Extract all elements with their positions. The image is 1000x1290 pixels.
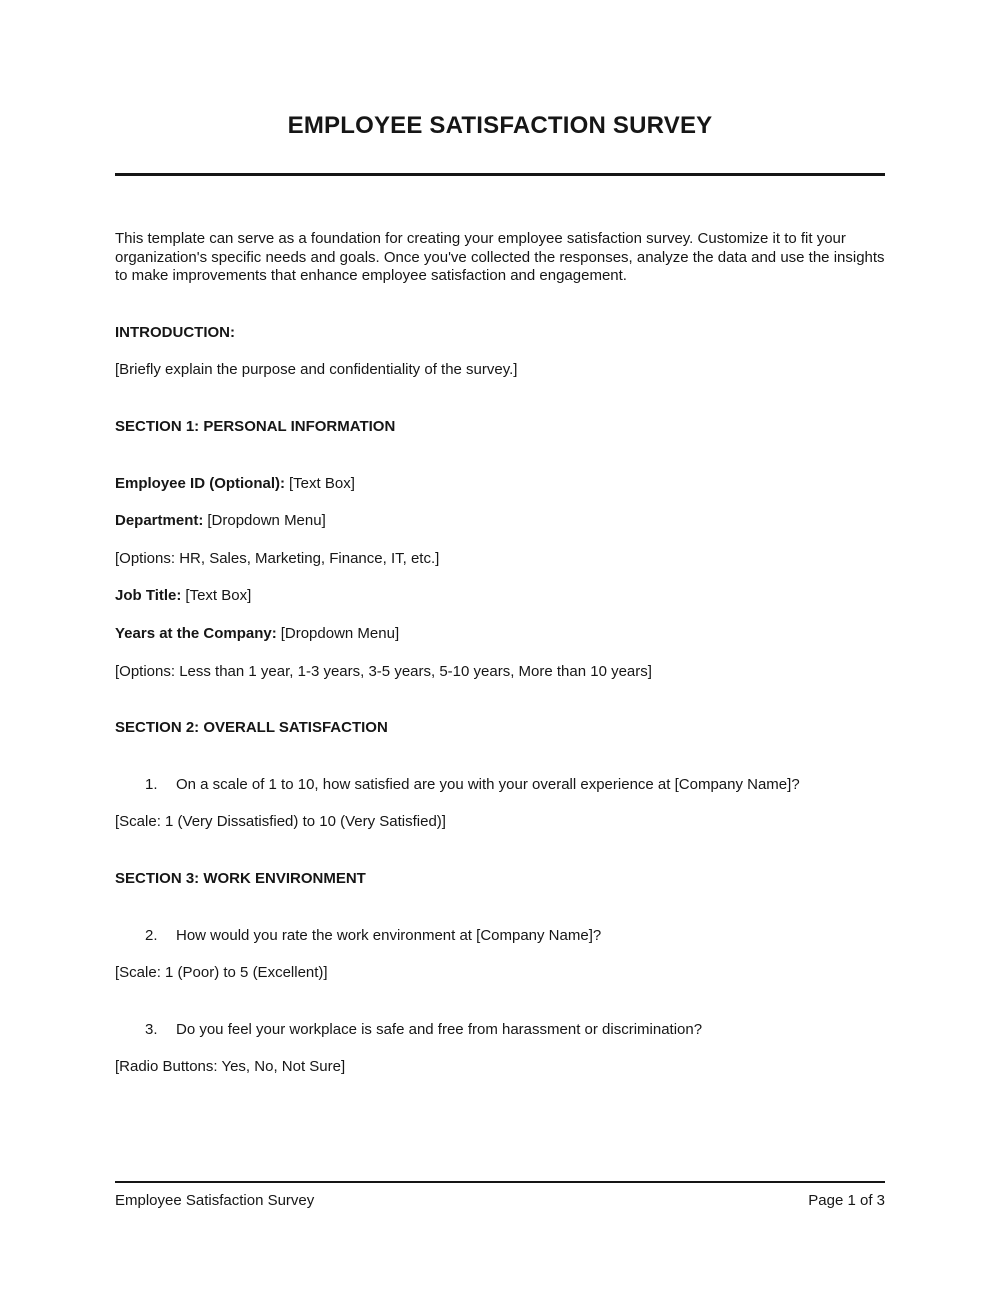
field-employee-id-label: Employee ID (Optional): <box>115 474 286 492</box>
question-2-text: How would you rate the work environment at [Company Name]? <box>176 926 602 944</box>
question-2-number: 2. <box>145 926 158 944</box>
section-2-heading: SECTION 2: OVERALL SATISFACTION <box>115 719 388 737</box>
question-1-number: 1. <box>145 775 158 793</box>
question-1-text: On a scale of 1 to 10, how satisfied are you with your overall experience at [Company Name]? <box>176 775 800 793</box>
introduction-placeholder: [Briefly explain the purpose and confidentiality of the survey.] <box>115 361 518 379</box>
footer-document-title: Employee Satisfaction Survey <box>115 1192 315 1209</box>
section-1-heading: SECTION 1: PERSONAL INFORMATION <box>115 417 396 435</box>
question-3-text: Do you feel your workplace is safe and free from harassment or discrimination? <box>176 1020 703 1038</box>
years-options-note: [Options: Less than 1 year, 1-3 years, 3-5 years, 5-10 years, More than 10 years] <box>115 662 652 680</box>
question-2 <box>115 908 885 946</box>
field-job-title <box>115 587 885 606</box>
introduction-heading: INTRODUCTION: <box>115 323 235 341</box>
field-department <box>115 512 885 531</box>
footer-page-number: Page 1 of 3 <box>808 1192 885 1209</box>
department-options-note: [Options: HR, Sales, Marketing, Finance, IT, etc.] <box>115 549 440 567</box>
field-department-value: [Dropdown Menu] <box>207 512 326 530</box>
title-divider-rule <box>115 173 885 176</box>
question-1 <box>115 757 885 795</box>
field-employee-id <box>115 456 885 494</box>
section-3-heading: SECTION 3: WORK ENVIRONMENT <box>115 869 366 887</box>
question-1-scale-note: [Scale: 1 (Very Dissatisfied) to 10 (Very Satisfied)] <box>115 813 446 831</box>
question-3-number: 3. <box>145 1020 158 1038</box>
question-2-scale-note: [Scale: 1 (Poor) to 5 (Excellent)] <box>115 964 328 982</box>
field-employee-id-value: [Text Box] <box>289 474 355 492</box>
field-job-title-label: Job Title: <box>115 587 182 605</box>
page-footer <box>115 1181 885 1211</box>
document-content <box>0 112 1000 1077</box>
field-years-at-company <box>115 625 885 644</box>
field-years-label: Years at the Company: <box>115 624 277 642</box>
field-years-value: [Dropdown Menu] <box>280 624 400 642</box>
field-department-label: Department: <box>115 512 204 530</box>
field-job-title-value: [Text Box] <box>185 587 252 605</box>
question-3 <box>115 1002 885 1040</box>
page-title: EMPLOYEE SATISFACTION SURVEY <box>287 112 713 139</box>
intro-paragraph: This template can serve as a foundation for creating your employee satisfaction survey. Customize it to fit your organization's specific needs and goals. Once you've collected the responses, analyze the data and use the insights to make improvements that enhance employee satisfaction and engagement. <box>115 230 885 285</box>
question-3-radio-note: [Radio Buttons: Yes, No, Not Sure] <box>115 1058 346 1076</box>
